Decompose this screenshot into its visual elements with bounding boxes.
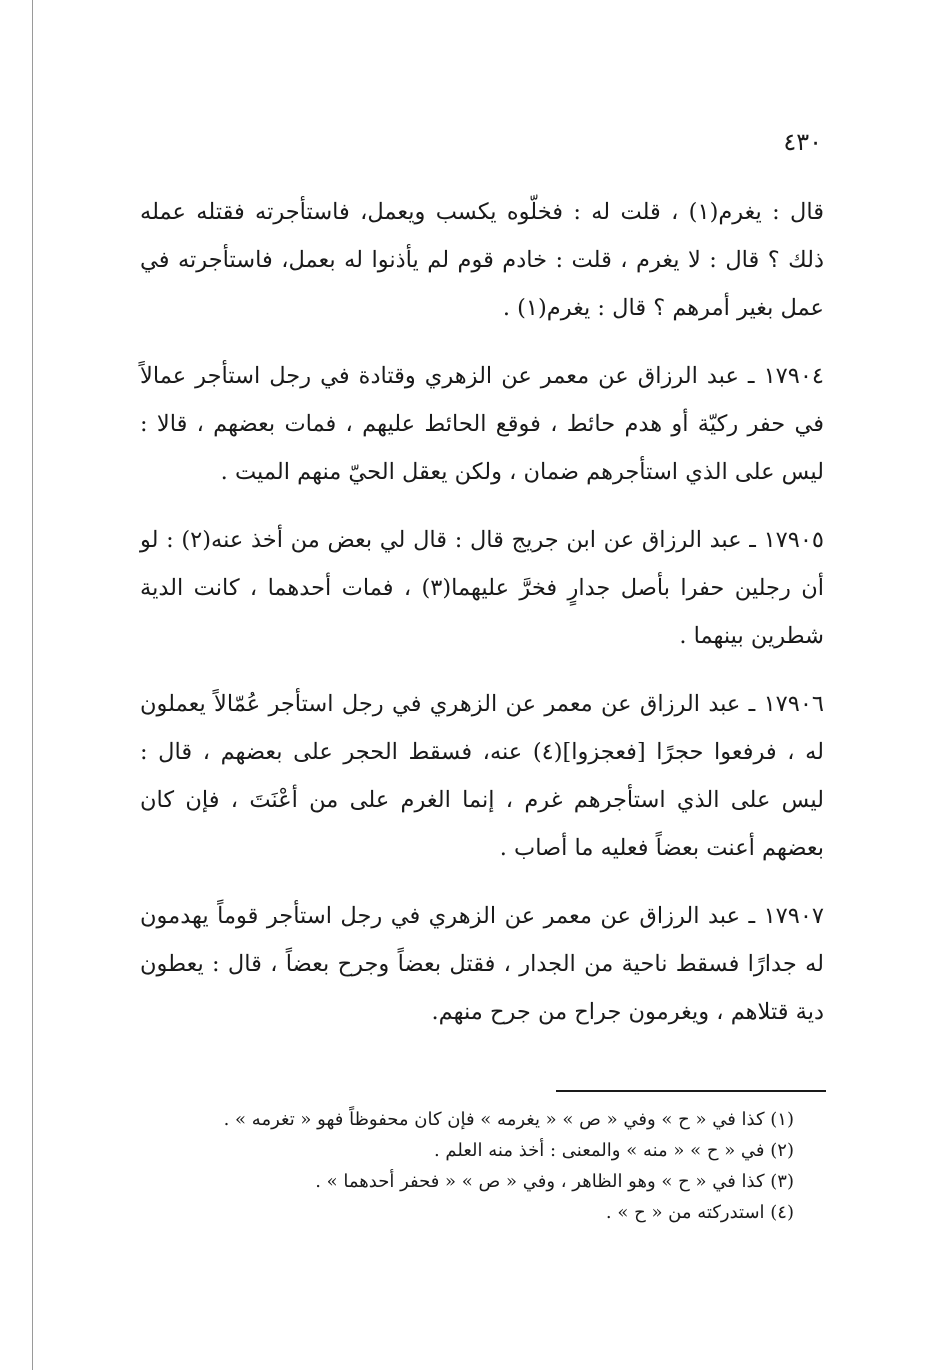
hadith-17905: ١٧٩٠٥ ـ عبد الرزاق عن ابن جريج قال : قال لي بعض من أخذ عنه(٢) : لو أن رجلين حفرا بأصل جدارٍ فخرَّ عليهما(٣) ، فمات أحدهما ، كانت الدية شطرين بينهما . [140, 527, 824, 649]
hadith-17904: ١٧٩٠٤ ـ عبد الرزاق عن معمر عن الزهري وقتادة في رجل استأجر عمالاً في حفر ركيّة أو هدم حائط ، فوقع الحائط عليهم ، فمات بعضهم ، قالا : ليس على الذي استأجرهم ضمان ، ولكن يعقل الحيّ منهم الميت . [140, 363, 824, 485]
footnote-4: (٤) استدركته من « ح » . [605, 1202, 794, 1223]
footnote-2: (٢) في « ح » « منه » والمعنى : أخذ منه العلم . [433, 1140, 794, 1161]
page-number: ٤٣٠ [783, 128, 822, 156]
hadith-17907: ١٧٩٠٧ ـ عبد الرزاق عن معمر عن الزهري في رجل استأجر قوماً يهدمون له جدارًا فسقط ناحية من الجدار ، فقتل بعضاً وجرح بعضاً ، قال : يعطون دية قتلاهم ، ويغرمون جراح من جرح منهم. [140, 903, 824, 1025]
footnotes [140, 1104, 794, 1228]
footnote-3: (٣) كذا في « ح » وهو الظاهر ، وفي « ص » « فحفر أحدهما » . [315, 1171, 794, 1192]
footnote-separator [556, 1090, 826, 1092]
paragraph-continuation: قال : يغرم(١) ، قلت له : فخلّوه يكسب ويعمل، فاستأجرته فقتله عمله ذلك ؟ قال : لا يغرم ، قلت : خادم قوم لم يأذنوا له بعمل، فاستأجرته في عمل بغير أمرهم ؟ قال : يغرم(١) . [140, 199, 824, 321]
main-text [140, 188, 824, 1056]
page-edge-line [32, 0, 33, 1370]
hadith-17906: ١٧٩٠٦ ـ عبد الرزاق عن معمر عن الزهري في رجل استأجر عُمّالاً يعملون له ، فرفعوا حجرًا [فعجزوا](٤) عنه، فسقط الحجر على بعضهم ، قال : ليس على الذي استأجرهم غرم ، إنما الغرم على من أعْنَتَ ، فإن كان بعضهم أعنت بعضاً فعليه ما أصاب . [140, 691, 825, 861]
footnote-1: (١) كذا في « ح » وفي « ص » « يغرمه » فإن كان محفوظاً فهو « تغرمه » . [223, 1109, 794, 1130]
